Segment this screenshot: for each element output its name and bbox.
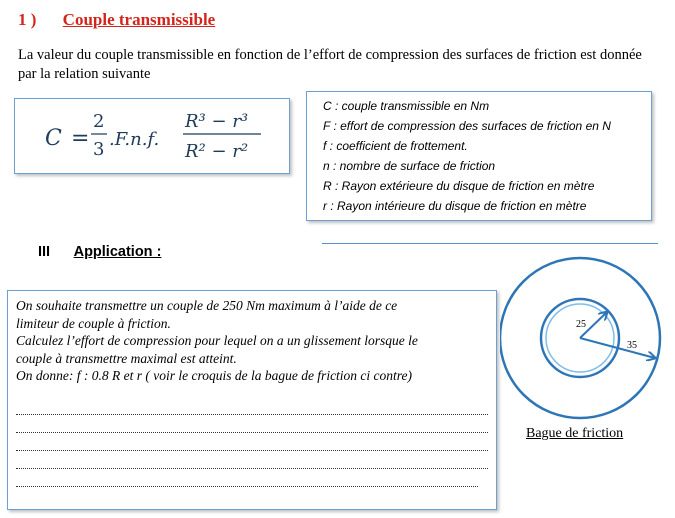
outer-radius-label: 35: [627, 340, 637, 351]
divider: [322, 243, 658, 244]
diagram-caption: Bague de friction: [526, 426, 624, 441]
answer-line[interactable]: [16, 414, 488, 415]
answer-line[interactable]: [16, 468, 488, 469]
exercise-line: Calculez l’effort de compression pour lequel on a un glissement lorsque le: [16, 333, 418, 348]
formula-frac-num: 2: [93, 111, 105, 132]
formula-ratio-num: R³ − r³: [185, 111, 249, 132]
answer-line[interactable]: [16, 486, 478, 487]
heading-number: 1 ): [18, 10, 37, 29]
definition-item: n : nombre de surface de friction: [323, 159, 496, 173]
exercise-line: On donne: f : 0.8 R et r ( voir le croquis de la bague de friction ci contre): [16, 368, 413, 383]
exercise-line: couple à transmettre maximal est atteint.: [16, 350, 237, 366]
answer-line[interactable]: [16, 432, 488, 433]
inner-radius-label: 25: [576, 319, 586, 330]
section-heading: [18, 10, 215, 30]
exercise-line: On souhaite transmettre un couple de 250 Nm maximum à l’aide de ce: [16, 298, 398, 313]
section-title: [38, 244, 161, 260]
formula-lhs: C: [45, 126, 62, 151]
formula: [15, 99, 291, 175]
intro-paragraph: La valeur du couple transmissible en fonction de l’effort de compression des surfaces de friction est donnée par la relation suivante: [18, 47, 642, 82]
formula-box: [14, 98, 290, 174]
exercise-line: limiteur de couple à friction.: [16, 315, 171, 331]
definition-item: r : Rayon intérieure du disque de friction en mètre: [323, 199, 587, 213]
definition-item: C : couple transmissible en Nm: [323, 99, 490, 113]
formula-frac-den: 3: [93, 139, 105, 160]
friction-ring-diagram: [500, 254, 675, 429]
outer-radius-arrow: [580, 338, 655, 358]
definition-item: F : effort de compression des surfaces de friction en N: [323, 119, 611, 133]
definition-item: f : coefficient de frottement.: [323, 139, 468, 153]
section-label: Application :: [73, 244, 162, 260]
answer-line[interactable]: [16, 450, 488, 451]
section-number: III: [38, 244, 51, 260]
formula-equals: =: [71, 126, 90, 151]
definition-item: R : Rayon extérieure du disque de friction en mètre: [323, 179, 595, 193]
formula-middle: .F.n.f.: [109, 129, 160, 150]
definitions-box: [306, 91, 652, 221]
exercise-text: [16, 297, 491, 385]
exercise-box: [7, 290, 497, 510]
formula-ratio-den: R² − r²: [185, 141, 249, 162]
heading-title: Couple transmissible: [62, 10, 216, 29]
